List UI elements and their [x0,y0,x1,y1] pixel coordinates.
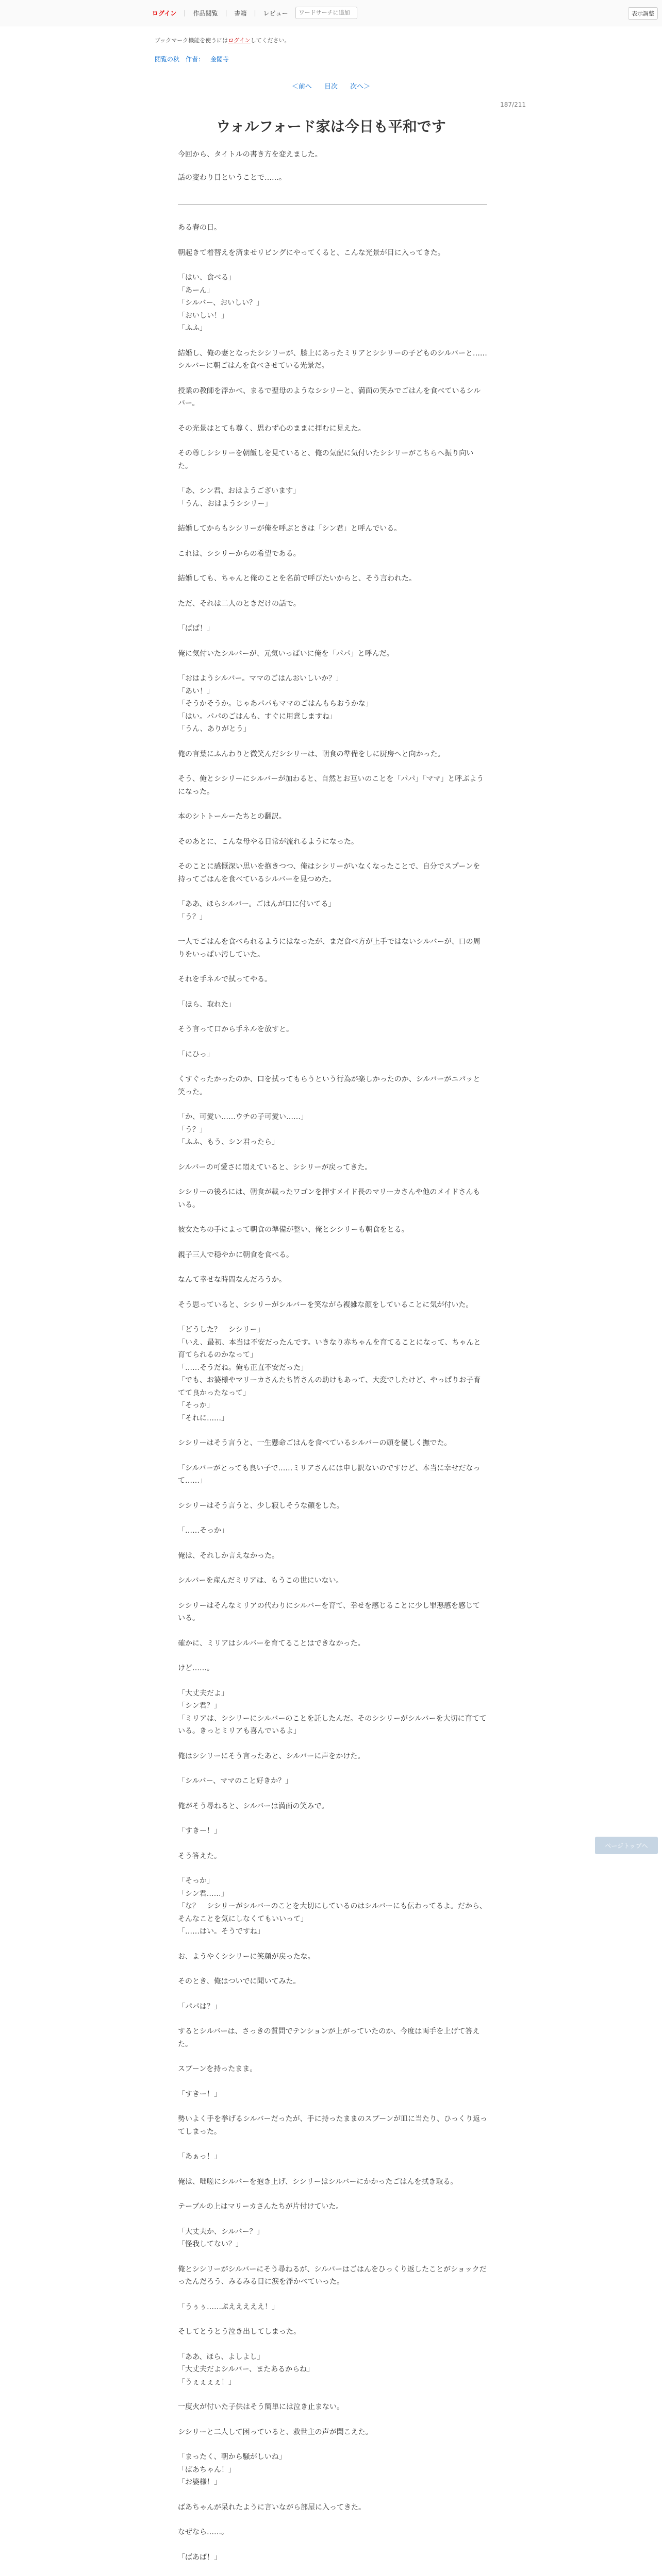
body-paragraph: そう、俺とシシリーにシルバーが加わると、自然とお互いのことを「パパ」「ママ」と呼ぶようになった。 [178,775,484,796]
body-paragraph: 親子三人で穏やかに朝食を食べる。 [178,1250,293,1259]
body-paragraph: その尊しシシリーを朝飯しを見ていると、俺の気配に気付いたシシリーがこちらへ振り向いた。 [178,449,474,470]
body-paragraph: 授業の教師を浮かべ、まるで聖母のようなシシリーと、満面の笑みでごはんを食べているシルバー。 [178,386,481,408]
body-paragraph: 「あ、シン君、おはようございます」 「うん、おはようシシリー」 [178,487,301,508]
body-paragraph: 「大丈夫だよ」 「シン君？」 「ミリアは、シシリーにシルバーのことを託したんだ。そのシシリーがシルバーを大切に育てている。きっとミリアも喜んでいるよ」 [178,1689,487,1735]
note-suffix: してください。 [250,37,290,44]
body-paragraph: 俺の言葉にふんわりと微笑んだシシリーは、朝食の準備をしに厨房へと向かった。 [178,750,445,758]
body-paragraph: 「すきー！」 [178,1827,221,1835]
body-paragraph: 結婚し、俺の妻となったシシリーが、膝上にあったミリアとシシリーの子どものシルバーと……シルバーに朝ごはんを食べさせている光景だ。 [178,349,487,370]
body-paragraph: そのあとに、こんな母やる日常が流れるようになった。 [178,837,358,846]
nav-login[interactable]: ログイン [152,9,177,17]
bookmark-note [155,36,290,44]
body-paragraph: 結婚しても、ちゃんと俺のことを名前で呼びたいからと、そう言われた。 [178,574,416,583]
chapter-number: 187/211 [500,101,526,108]
nav-separator: | [225,9,227,16]
work-subnav [155,55,229,63]
body-paragraph: そのことに感慨深い思いを抱きつつ、俺はシシリーがいなくなったことで、自分でスプーンを持ってごはんを食べているシルバーを見つめた。 [178,862,481,884]
body-paragraph: シシリーはそう言うと、一生懸命ごはんを食べているシルバーの頭を優しく撫でた。 [178,1439,452,1447]
body-paragraph: シルバーの可愛さに悶えていると、シシリーが戻ってきた。 [178,1163,372,1172]
next-link[interactable]: 次へ＞ [350,83,371,91]
body-paragraph: その光景はとても尊く、思わず心のままに拝むに見えた。 [178,424,366,433]
body-paragraph: 「ああ、ほらシルバー。ごはんが口に付いてる」 「う？」 [178,900,336,921]
pager [0,81,662,91]
body-paragraph: 「大丈夫か、シルバー？」 「怪我してない？」 [178,2227,264,2248]
global-nav [152,0,357,26]
body-paragraph: 確かに、ミリアはシルバーを育てることはできなかった。 [178,1639,365,1648]
body-paragraph: そう答えた。 [178,1852,221,1860]
body-paragraph: 「ほら、取れた」 [178,1000,236,1009]
body-paragraph: お、ようやくシシリーに笑顔が戻ったな。 [178,1952,315,1961]
nav-works[interactable]: 作品閲覧 [193,9,218,17]
body-paragraph: 「おはようシルバー。ママのごはんおいしいか？」 「あい！」 「そうかそうか。じゃあパパもママのごはんもらおうかな」 「はい。パパのごはんも、すぐに用意しますね」 「うん、ありがとう」 [178,674,373,733]
subnav-author-name[interactable]: 金閣寺 [210,56,229,63]
body-paragraph: これは、シシリーからの希望である。 [178,549,301,558]
body-paragraph: 「シルバーがとっても良い子で……ミリアさんには申し訳ないのですけど、本当に幸せだなって……」 [178,1464,481,1485]
prev-link[interactable]: ＜前へ [291,83,312,91]
body-paragraph: 俺はシシリーにそう言ったあと、シルバーに声をかけた。 [178,1752,365,1760]
body-paragraph: 「ぱぱ！」 [178,624,214,633]
body-paragraph: 「か、可愛い……ウチの子可愛い……」 「う？」 「ふふ、もう、シン君ったら」 [178,1113,308,1146]
body-paragraph: 「そっか」 「シン君……」 「な？ シシリーがシルバーのことを大切にしているのはシルバーにも伝わってるよ。だから、そんなことを気にしなくてもいいって」 「……はい。そうですね」 [178,1877,487,1936]
body-paragraph: シシリーはそう言うと、少し寂しそうな顔をした。 [178,1501,344,1510]
body-paragraph: スプーンを持ったまま。 [178,2065,257,2073]
nav-separator: | [254,9,256,16]
nav-reviews[interactable]: レビュー [263,9,288,17]
body-paragraph: 俺とシシリーがシルバーにそう尋ねるが、シルバーはごはんをひっくり返したことがショックだったんだろう、みるみる目に涙を浮かべていった。 [178,2265,487,2286]
subnav-author-label: 作者： [186,56,205,63]
body-paragraph: そう思っていると、シシリーがシルバーを笑ながら複雑な顔をしていることに気が付いた。 [178,1300,473,1309]
body-paragraph: 勢いよく手を挙げるシルバーだったが、手に持ったままのスプーンが皿に当たり、ひっくり返ってしまった。 [178,2115,487,2136]
body-paragraph: 本のシトトールーたちとの翻訳。 [178,812,286,821]
nav-books[interactable]: 書籍 [234,9,247,17]
body-paragraph: ある春の日。 [178,224,221,232]
body-paragraph: 結婚してからもシシリーが俺を呼ぶときは「シン君」と呼んでいる。 [178,524,402,533]
body-paragraph: くすぐったかったのか、口を拭ってもらうという行為が楽しかったのか、シルバーがニパッと笑った。 [178,1075,481,1096]
body-paragraph: ばあちゃんが呆れたように言いながら部屋に入ってきた。 [178,2503,366,2512]
subnav-work-title[interactable]: 閲覧の秋 [155,56,180,63]
body-paragraph: 「まったく、朝から騒がしいね」 「ばあちゃん！」 「お婆様！」 [178,2453,286,2486]
nav-separator: | [184,9,186,16]
body-paragraph: 「パパは？」 [178,2002,221,2011]
body-paragraph: ただ、それは二人のときだけの話で。 [178,599,301,608]
preface [178,148,487,195]
display-settings-button[interactable]: 表示調整 [628,7,658,20]
body-paragraph: 「ばあば！」 [178,2553,221,2562]
note-login-link[interactable]: ログイン [228,37,251,44]
body-paragraph: それを手ネルで拭ってやる。 [178,975,272,984]
body-paragraph: 俺がそう尋ねると、シルバーは満面の笑みで。 [178,1802,329,1810]
note-prefix: ブックマーク機能を使うには [155,37,228,44]
body-paragraph: 「どうした？ シシリー」 「いえ、最初、本当は不安だったんです。いきなり赤ちゃんを育てることになって、ちゃんと育てられるのかなって」 「……そうだね。俺も正直不安だった」 「でも、お婆様やマリーカさんたち皆さんの助けもあって、大変でしたけど、やっぱりお子育てて良かったなって」 「そっか」 「それに……」 [178,1326,481,1422]
body-paragraph: けど……。 [178,1664,214,1672]
body-paragraph: 「にひっ」 [178,1050,214,1059]
body-paragraph: するとシルバーは、さっきの質問でテンションが上がっていたのか、今度は両手を上げて答えた。 [178,2027,480,2048]
body-paragraph: 「……そっか」 [178,1527,228,1535]
body-paragraph: テーブルの上はマリーカさんたちが片付けていた。 [178,2202,343,2211]
body-paragraph: 一度火が付いた子供はそう簡単には泣き止まない。 [178,2403,344,2411]
body-paragraph: シルバーを産んだミリアは、もうこの世にいない。 [178,1577,343,1585]
body-paragraph: そしてとうとう泣き出してしまった。 [178,2328,301,2336]
preface-line: 今回から、タイトルの書き方を変えました。 [178,150,322,159]
search-input[interactable] [295,7,357,19]
body-paragraph: 「はい、食べる」 「あーん」 「シルバー、おいしい？」 「おいしい！」 「ふふ」 [178,274,264,332]
body-paragraph: 俺は、それしか言えなかった。 [178,1551,279,1560]
page-top-button[interactable]: ページトップへ [595,1837,658,1854]
body-paragraph: 「シルバー、ママのこと好きか？」 [178,1777,293,1785]
body-paragraph: 「すきー！」 [178,2090,221,2098]
body-paragraph: 俺は、咄嗟にシルバーを抱き上げ、シシリーはシルバーにかかったごはんを拭き取る。 [178,2177,458,2186]
body-paragraph: シシリーはそんなミリアの代わりにシルバーを育て、幸せを感じることに少し罪悪感を感じている。 [178,1601,481,1622]
novel-body [178,222,487,2576]
body-paragraph: なんて幸せな時間なんだろうか。 [178,1276,286,1284]
body-paragraph: シシリーと二人して困っていると、救世主の声が聞こえた。 [178,2428,373,2436]
body-paragraph: そう言って口から手ネルを放すと。 [178,1025,293,1033]
page-title: ウォルフォード家は今日も平和です [216,118,446,135]
body-paragraph: シシリーの後ろには、朝食が載ったワゴンを押すメイド長のマリーカさんや他のメイドさんもいる。 [178,1188,481,1209]
body-paragraph: 「ああ、ほら、よしよし」 「大丈夫だよシルバー、またあるからね」 「うぇぇぇぇ！」 [178,2352,315,2386]
body-paragraph: 彼女たちの手によって朝食の準備が整い、俺とシシリーも朝食をとる。 [178,1226,409,1234]
body-paragraph: そのとき、俺はついでに聞いてみた。 [178,1977,301,1986]
toc-link[interactable]: 目次 [324,83,338,91]
body-paragraph: 俺に気付いたシルバーが、元気いっぱいに俺を「パパ」と呼んだ。 [178,649,394,658]
body-paragraph: 一人でごはんを食べられるようにはなったが、まだ食べ方が上手ではないシルバーが、口の周りをいっぱい汚していた。 [178,938,481,959]
body-paragraph: 「うぅぅ……ぷえええええ！」 [178,2302,279,2311]
preface-line: 話の変わり目ということで……。 [178,174,286,182]
body-paragraph: なぜなら……。 [178,2528,228,2536]
top-bar [0,0,662,26]
body-paragraph: 「あぁっ！」 [178,2153,221,2161]
body-paragraph: 朝起きて着替えを済ませリビングにやってくると、こんな光景が目に入ってきた。 [178,248,445,257]
